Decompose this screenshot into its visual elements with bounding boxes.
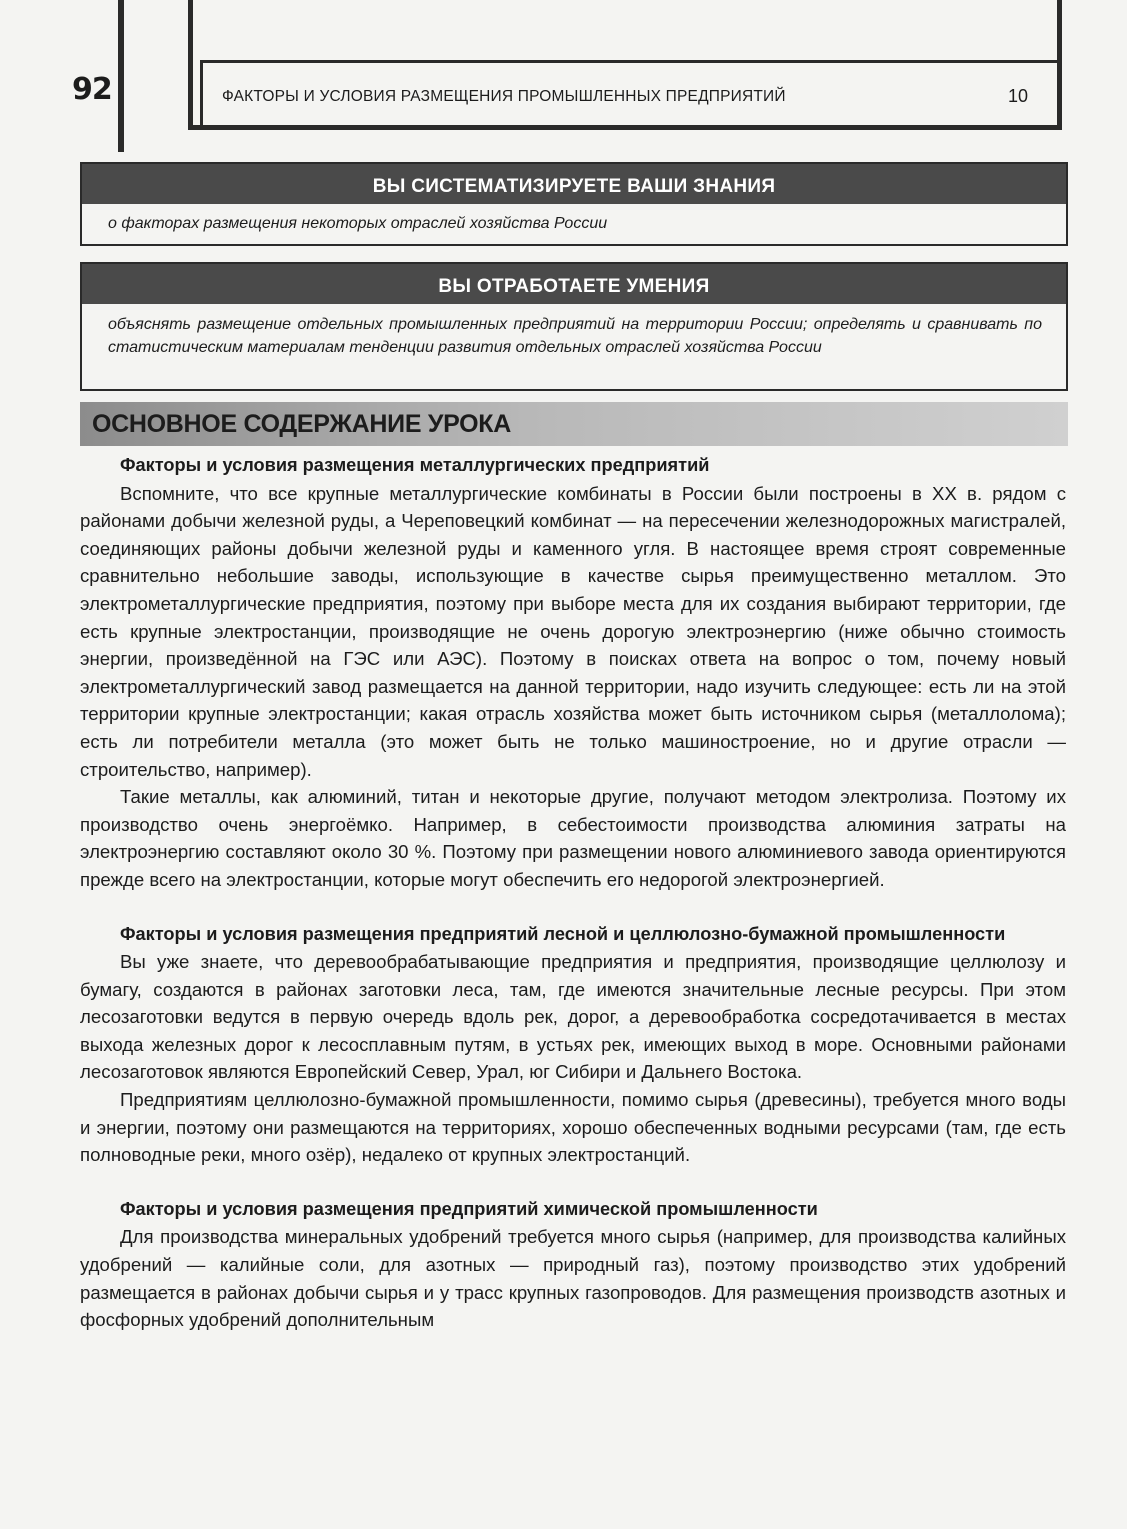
- running-title: ФАКТОРЫ И УСЛОВИЯ РАЗМЕЩЕНИЯ ПРОМЫШЛЕННЫХ ПРЕДПРИЯТИЙ: [222, 88, 786, 105]
- knowledge-box-text: о факторах размещения некоторых отраслей хозяйства России: [108, 215, 608, 232]
- paragraph: Предприятиям целлюлозно-бумажной промышленности, помимо сырья (древесины), требуется много воды и энергии, поэтому они размещаются на территориях, хорошо обеспеченных водными ресурсами (там, где есть полноводные реки, много озёр), недалеко от крупных электростанций.: [80, 1089, 1066, 1166]
- section-gap: [80, 1169, 1066, 1196]
- section-gap: [80, 894, 1066, 921]
- paragraph: Вспомните, что все крупные металлургические комбинаты в России были построены в XX в. рядом с районами добычи железной руды, а Череповецкий комбинат — на пересечении железнодорожных магистралей, соединяющих районы добычи железной руды и каменного угля. В настоящее время строят современные сравнительно небольшие заводы, использующие в качестве сырья преимущественно металлом. Это электрометаллургические предприятия, поэтому при выборе места для их создания выбирают территории, где есть крупные электростанции, производящие не очень дорогую электроэнергию (ниже обычно стоимость энергии, произведённой на ГЭС или АЭС). Поэтому в поисках ответа на вопрос о том, почему новый электрометаллургический завод размещается на данной территории, надо изучить следующее: есть ли на этой территории крупные электростанции; какая отрасль хозяйства может быть источником сырья (металлолома); есть ли потребители металла (это может быть не только машиностроение, но и другие отрасли — строительство, например).: [80, 482, 1066, 780]
- skills-box-text: объяснять размещение отдельных промышленных предприятий на территории России; определять и сравнивать по статистическим материалам тенденции развития отдельных отраслей хозяйства России: [108, 316, 1042, 356]
- section-heading: Факторы и условия размещения металлургических предприятий: [120, 455, 710, 475]
- section-heading: Факторы и условия размещения предприятий лесной и целлюлозно-бумажной промышленности: [120, 923, 1006, 944]
- knowledge-box: [80, 162, 1068, 246]
- lesson-content: [80, 452, 1066, 1334]
- lesson-number: 10: [1008, 86, 1029, 106]
- margin-bar: [118, 0, 124, 152]
- page-number: 92: [72, 72, 112, 107]
- knowledge-box-title: ВЫ СИСТЕМАТИЗИРУЕТЕ ВАШИ ЗНАНИЯ: [82, 164, 1066, 204]
- skills-box: [80, 262, 1068, 391]
- paragraph: Для производства минеральных удобрений требуется много сырья (например, для производства калийных удобрений — калийные соли, для азотных — природный газ), поэтому производство этих удобрений размещается в районах добычи сырья и у трасс крупных газопроводов. Для размещения производств азотных и фосфорных удобрений дополнительным: [80, 1226, 1066, 1331]
- main-content-band: [80, 402, 1068, 446]
- paragraph: Такие металлы, как алюминий, титан и некоторые другие, получают методом электролиза. Поэтому их производство очень энергоёмко. Например, в себестоимости производства алюминия затраты на электроэнергию составляют около 30 %. Поэтому при размещении нового алюминиевого завода ориентируются прежде всего на электростанции, которые могут обеспечить его недорогой электроэнергией.: [80, 786, 1066, 890]
- section-heading: Факторы и условия размещения предприятий химической промышленности: [120, 1198, 818, 1219]
- skills-box-title: ВЫ ОТРАБОТАЕТЕ УМЕНИЯ: [82, 264, 1066, 304]
- paragraph: Вы уже знаете, что деревообрабатывающие предприятия и предприятия, производящие целлюлозу и бумагу, создаются в районах заготовки леса, там, где имеются значительные лесные ресурсы. При этом лесозаготовки ведутся в первую очередь вдоль рек, дорог, а деревообработка сосредотачивается в местах выхода железных дорог к лесосплавным путям, в устьях рек, имеющих выход в море. Основными районами лесозаготовок являются Европейский Север, Урал, юг Сибири и Дальнего Востока.: [80, 951, 1066, 1083]
- main-content-title: ОСНОВНОЕ СОДЕРЖАНИЕ УРОКА: [92, 410, 512, 438]
